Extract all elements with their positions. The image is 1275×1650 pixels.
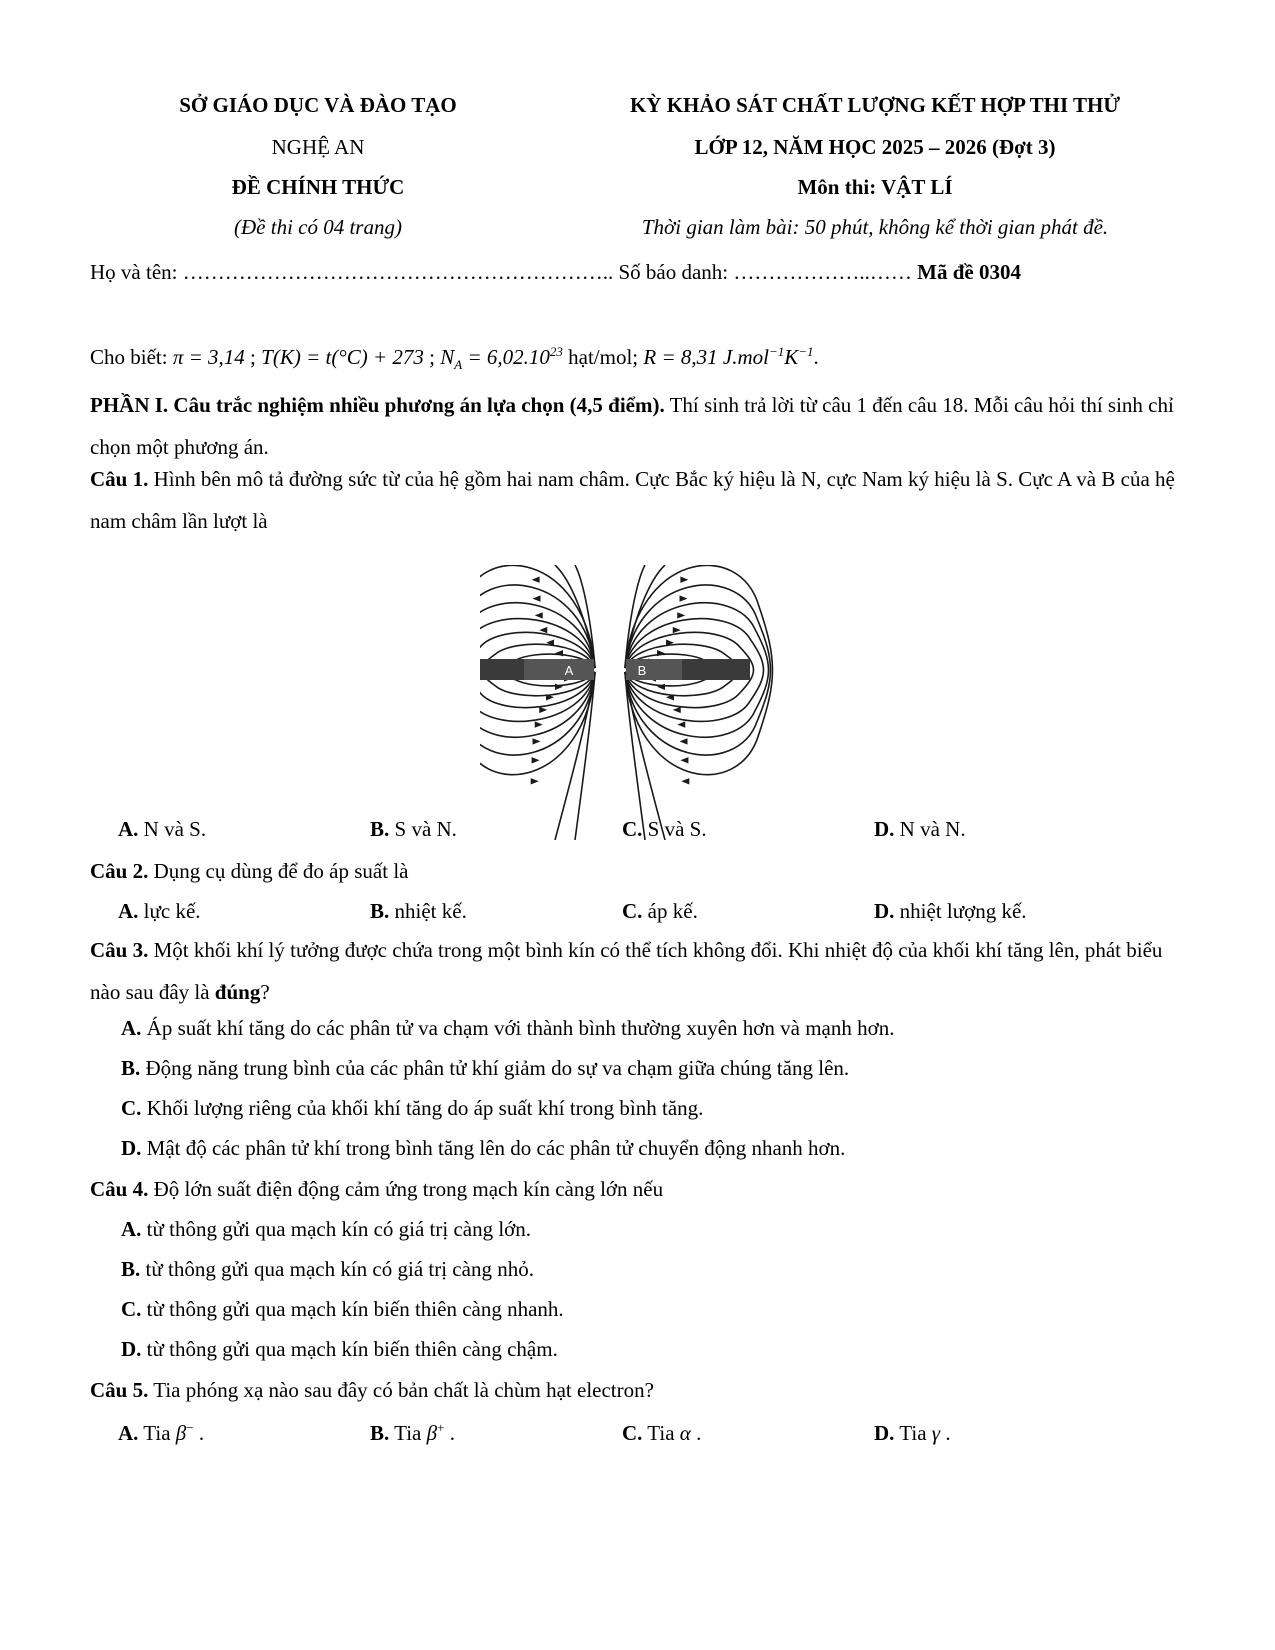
province-name: NGHỆ AN bbox=[271, 135, 365, 159]
question-2-options bbox=[0, 899, 1275, 929]
question-emphasis: đúng bbox=[214, 980, 261, 1004]
field-arrow bbox=[677, 612, 685, 618]
field-arrow bbox=[555, 650, 563, 656]
field-arrow bbox=[681, 778, 689, 784]
option-b[interactable]: B. S và N. bbox=[370, 817, 457, 841]
question-3-option-c[interactable]: C. Khối lượng riêng của khối khí tăng do áp suất khí trong bình tăng. bbox=[121, 1096, 704, 1120]
field-arrow bbox=[539, 627, 547, 633]
constant-avogadro: $N_A = 6,02.10^{23}$ bbox=[440, 344, 563, 373]
section-title: PHẦN I. Câu trắc nghiệm nhiều phương án lựa chọn (4,5 điểm). bbox=[90, 393, 665, 417]
option-b[interactable]: B. nhiệt kế. bbox=[370, 899, 467, 923]
field-arrow bbox=[533, 738, 541, 744]
field-arrow bbox=[677, 721, 685, 727]
question-label: Câu 4. bbox=[90, 1177, 149, 1201]
field-arrow bbox=[533, 595, 541, 601]
right-magnet-pole bbox=[626, 659, 682, 680]
candidate-name-field[interactable]: …………………………………………………….. bbox=[182, 260, 614, 284]
constant-gas: R = 8,31 $J.mol^{-1}K^{-1}$ bbox=[643, 344, 814, 369]
option-b[interactable]: B. Tia β+ . bbox=[370, 1420, 455, 1445]
left-field-lines bbox=[480, 565, 595, 840]
exam-subject: Môn thi: VẬT LÍ bbox=[797, 175, 953, 199]
field-arrow bbox=[680, 577, 688, 583]
question-text: Hình bên mô tả đường sức từ của hệ gồm hai nam châm. Cực Bắc ký hiệu là N, cực Nam ký hiệu là S. Cực A và B của hệ nam châm lần lượt là bbox=[90, 467, 1175, 533]
question-4 bbox=[90, 1177, 1185, 1202]
question-4-option-d[interactable]: D. từ thông gửi qua mạch kín biến thiên càng chậm. bbox=[121, 1337, 558, 1361]
question-text: Độ lớn suất điện động cảm ứng trong mạch kín càng lớn nếu bbox=[148, 1177, 664, 1201]
option-a[interactable]: A. N và S. bbox=[118, 817, 207, 841]
question-text: Dụng cụ dùng để đo áp suất là bbox=[148, 859, 409, 883]
official-exam-label: ĐỀ CHÍNH THỨC bbox=[231, 175, 405, 199]
question-5 bbox=[90, 1378, 1185, 1403]
department-name: SỞ GIÁO DỤC VÀ ĐÀO TẠO bbox=[179, 93, 457, 117]
question-3-option-b[interactable]: B. Động năng trung bình của các phân tử khí giảm do sự va chạm giữa chúng tăng lên. bbox=[121, 1056, 850, 1080]
option-c[interactable]: C. Tia α . bbox=[622, 1421, 702, 1445]
field-arrow bbox=[657, 650, 665, 656]
question-4-option-a[interactable]: A. từ thông gửi qua mạch kín có giá trị càng lớn. bbox=[121, 1217, 532, 1241]
candidate-number-field[interactable]: ………………..…… bbox=[733, 260, 912, 284]
exam-duration: Thời gian làm bài: 50 phút, không kể thời gian phát đề. bbox=[641, 215, 1109, 239]
field-arrow bbox=[673, 627, 681, 633]
section-1-intro bbox=[90, 384, 1190, 468]
magnet-field-figure bbox=[480, 565, 780, 840]
option-d[interactable]: D. nhiệt lượng kế. bbox=[874, 899, 1027, 923]
field-arrow bbox=[680, 738, 688, 744]
field-arrow bbox=[531, 778, 539, 784]
question-3 bbox=[90, 929, 1190, 1013]
constants-prefix: Cho biết: bbox=[90, 345, 173, 369]
field-arrow bbox=[535, 612, 543, 618]
question-label: Câu 1. bbox=[90, 467, 149, 491]
field-arrow bbox=[680, 595, 688, 601]
section-description: Thí sinh trả lời từ câu 1 đến câu 18. Mỗi câu hỏi thí sinh chỉ chọn một phương án. bbox=[90, 393, 1174, 459]
field-arrow bbox=[532, 577, 540, 583]
constant-pi: π = 3,14 bbox=[172, 345, 245, 369]
question-1-options bbox=[0, 817, 1275, 847]
question-text: Tia phóng xạ nào sau đây có bản chất là chùm hạt electron? bbox=[148, 1378, 654, 1402]
question-label: Câu 5. bbox=[90, 1378, 149, 1402]
option-d[interactable]: D. Tia γ . bbox=[874, 1421, 951, 1445]
field-arrow bbox=[539, 707, 547, 713]
question-3-option-d[interactable]: D. Mật độ các phân tử khí trong bình tăng lên do các phân tử chuyển động nhanh hơn. bbox=[121, 1136, 846, 1160]
candidate-number-label: Số báo danh: bbox=[613, 260, 734, 284]
option-c[interactable]: C. S và S. bbox=[622, 817, 707, 841]
field-arrow bbox=[535, 721, 543, 727]
exam-grade-year: LỚP 12, NĂM HỌC 2025 – 2026 (Đợt 3) bbox=[694, 135, 1056, 159]
candidate-name-label: Họ và tên: bbox=[90, 260, 183, 284]
option-d[interactable]: D. N và N. bbox=[874, 817, 966, 841]
page-count-note: (Đề thi có 04 trang) bbox=[234, 215, 402, 239]
question-label: Câu 3. bbox=[90, 938, 149, 962]
question-4-option-b[interactable]: B. từ thông gửi qua mạch kín có giá trị càng nhỏ. bbox=[121, 1257, 534, 1281]
option-a[interactable]: A. Tia β− . bbox=[118, 1420, 205, 1445]
question-end: ? bbox=[260, 980, 270, 1004]
question-3-option-a[interactable]: A. Áp suất khí tăng do các phân tử va chạm với thành bình thường xuyên hơn và mạnh hơn. bbox=[121, 1016, 895, 1040]
field-arrow bbox=[673, 707, 681, 713]
left-magnet-pole bbox=[524, 659, 594, 680]
field-arrow bbox=[532, 757, 540, 763]
option-c[interactable]: C. áp kế. bbox=[622, 899, 698, 923]
exam-title: KỲ KHẢO SÁT CHẤT LƯỢNG KẾT HỢP THI THỬ bbox=[629, 93, 1121, 117]
candidate-info-line bbox=[90, 260, 1185, 285]
right-field-lines bbox=[625, 565, 773, 840]
option-a[interactable]: A. lực kế. bbox=[118, 899, 201, 923]
question-5-options bbox=[0, 1420, 1275, 1450]
field-line bbox=[575, 673, 595, 840]
question-label: Câu 2. bbox=[90, 859, 149, 883]
constant-temperature: T(K) = t(°C) + 273 bbox=[261, 345, 424, 369]
exam-code: Mã đề 0304 bbox=[911, 260, 1021, 284]
pole-a-label: A bbox=[564, 663, 574, 678]
question-2 bbox=[90, 859, 1185, 884]
constants-line: Cho biết: π = 3,14 ; T(K) = t(°C) + 273 ; $N_A = 6,02.10^{23}$ hạt/mol; R = 8,31 $J.mol^{-1}K^{-1}$. bbox=[90, 344, 819, 373]
field-arrow bbox=[680, 757, 688, 763]
constants-end: . bbox=[813, 345, 819, 369]
pole-b-label: B bbox=[637, 663, 647, 678]
question-4-option-c[interactable]: C. từ thông gửi qua mạch kín biến thiên càng nhanh. bbox=[121, 1297, 564, 1321]
question-1 bbox=[90, 458, 1190, 542]
avogadro-unit: hạt/mol; bbox=[562, 345, 644, 369]
question-text: Một khối khí lý tưởng được chứa trong một bình kín có thể tích không đổi. Khi nhiệt độ của khối khí tăng lên, phát biểu nào sau đây là bbox=[90, 938, 1163, 1004]
field-line bbox=[625, 673, 645, 840]
